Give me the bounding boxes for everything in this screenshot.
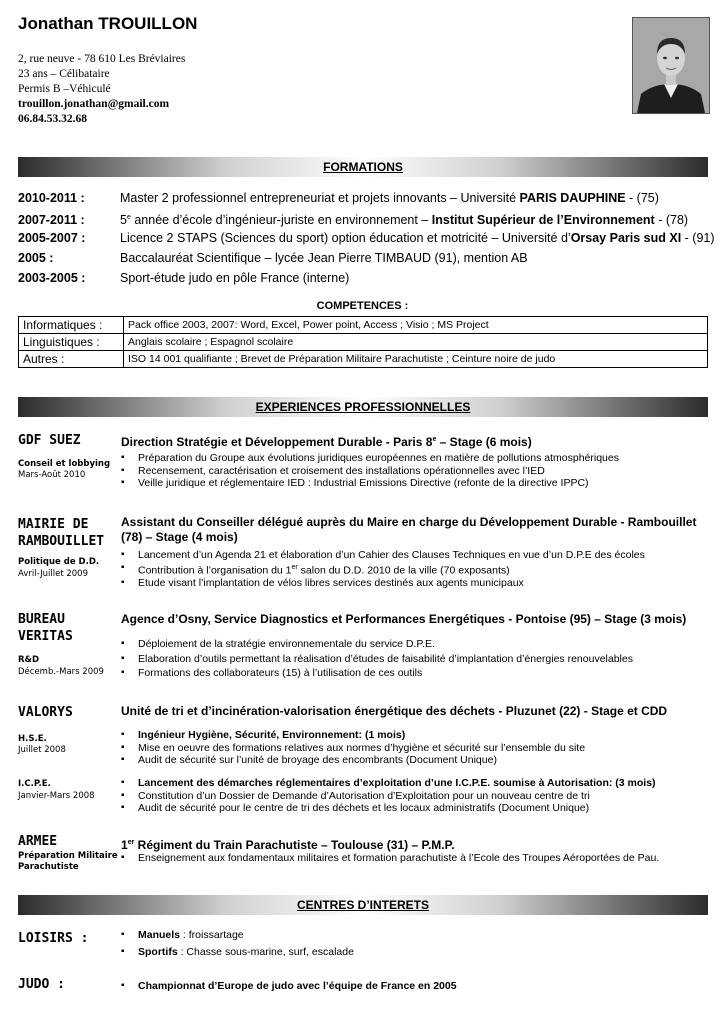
employer-gdf-suez: GDF SUEZ <box>18 433 81 448</box>
job-date: Juillet 2008 <box>18 745 66 755</box>
formation-text: Master 2 professionnel entrepreneuriat et projets innovants – Université <box>120 191 520 205</box>
job-bullets <box>121 852 711 865</box>
formation-year: 2010-2011 : <box>18 191 85 205</box>
list-item: ▪ Etude visant l’implantation de vélos libres services destinés aux agents municipaux <box>121 577 711 590</box>
superscript: e <box>126 214 131 221</box>
list-item: ▪ Enseignement aux fondamentaux militaires et formation parachutiste à l’Ecole des Troupes Aéroportées de Pau. <box>121 852 711 865</box>
job-date: Mars-Août 2010 <box>18 470 86 480</box>
formation-text: Licence 2 STAPS (Sciences du sport) option éducation et motricité – Université d’ <box>120 231 571 245</box>
job-role-line: Préparation Militaire <box>18 851 118 861</box>
employer-line: VERITAS <box>18 629 73 644</box>
age-status: 23 ans – Célibataire <box>18 68 110 80</box>
competence-value: ISO 14 001 qualifiante ; Brevet de Préparation Militaire Parachutiste ; Ceinture noire de judo <box>124 351 708 368</box>
employer-mairie <box>18 516 104 550</box>
job-role <box>18 851 118 873</box>
job-role-line: Parachutiste <box>18 862 79 872</box>
formation-row <box>18 248 528 268</box>
phone: 06.84.53.32.68 <box>18 113 87 125</box>
formation-school: Orsay Paris sud XI <box>570 231 682 245</box>
employer-line: MAIRIE DE <box>18 517 89 532</box>
candidate-name: Jonathan TROUILLON <box>18 14 198 33</box>
job-title: Assistant du Conseiller délégué auprès du Maire en charge du Développement Durable - Rambouillet (78) – Stage (4 mois) <box>121 515 697 544</box>
formation-row <box>18 228 715 248</box>
interest-category: Sportifs <box>138 945 178 958</box>
portrait-image <box>633 18 709 113</box>
formation-text: Sport-étude judo en pôle France (interne) <box>120 271 350 285</box>
job-role: I.C.P.E. <box>18 779 51 789</box>
interest-text: : Chasse sous-marine, surf, escalade <box>177 945 354 958</box>
formation-location: - (75) <box>625 191 659 205</box>
section-title: CENTRES D’INTERETS <box>296 898 429 912</box>
formation-text: Baccalauréat Scientifique – lycée Jean Pierre TIMBAUD (91), mention AB <box>120 251 528 265</box>
competences-title: COMPETENCES : <box>316 300 409 312</box>
job-date: Avril-Juillet 2009 <box>18 569 88 579</box>
employer-valorys: VALORYS <box>18 705 73 720</box>
email: trouillon.jonathan@gmail.com <box>18 98 170 110</box>
list-item-text: Contribution à l’organisation du 1 <box>138 564 292 576</box>
job-bullets <box>121 549 711 589</box>
interest-category: Manuels <box>138 929 181 941</box>
formation-text: année d’école d’ingénieur-juriste en environnement – <box>130 213 432 228</box>
table-row <box>19 334 708 351</box>
table-row <box>19 351 708 368</box>
list-item: ▪ Constitution d’un Dossier de Demande d’Autorisation d’Exploitation pour un nouveau centre de tri <box>121 790 711 803</box>
list-item: ▪ Championnat d’Europe de judo avec l’équipe de France en 2005 <box>121 980 711 993</box>
list-item: ▪ Audit de sécurité sur l’unité de broyage des encombrants (Document Unique) <box>121 754 711 767</box>
formation-row <box>18 188 659 208</box>
list-item-text: salon du D.D. 2010 de la ville (70 exposants) <box>297 564 510 576</box>
profile-photo <box>632 17 710 114</box>
formation-location: - (91) <box>681 231 715 245</box>
formation-year: 2007-2011 : <box>18 213 85 228</box>
list-item: ▪ Recensement, caractérisation et croisement des installations opérationnelles avec l’IED <box>121 465 711 478</box>
table-row <box>19 317 708 334</box>
superscript: er <box>291 563 298 571</box>
section-header-formations <box>18 157 708 177</box>
section-header-experiences <box>18 397 708 417</box>
list-item: ▪ Formations des collaborateurs (15) à l’utilisation de ces outils <box>121 667 711 680</box>
driving-permit: Permis B –Véhiculé <box>18 83 111 95</box>
job-role: Conseil et lobbying <box>18 459 111 469</box>
list-item: ▪ Mise en oeuvre des formations relatives aux normes d’hygiène et sécurité sur l’ensemble du site <box>121 742 711 755</box>
list-item: ▪ Déploiement de la stratégie environnementale du service D.P.E. <box>121 638 711 651</box>
interest-list <box>121 929 711 958</box>
job-role: Politique de D.D. <box>18 557 100 567</box>
list-item <box>121 562 711 577</box>
address: 2, rue neuve - 78 610 Les Bréviaires <box>18 53 186 65</box>
job-role: R&D <box>18 655 40 665</box>
section-title: EXPERIENCES PROFESSIONNELLES <box>255 400 471 414</box>
employer-armee: ARMEE <box>18 834 58 849</box>
formation-row <box>18 208 688 228</box>
job-bullets <box>121 452 711 490</box>
list-item <box>121 946 711 959</box>
list-item <box>121 929 711 942</box>
job-title: Unité de tri et d’incinération-valorisation énergétique des déchets - Pluzunet (22) - Stage et CDD <box>121 704 668 718</box>
interest-label-judo: JUDO : <box>18 977 65 992</box>
list-item: ▪ Préparation du Groupe aux évolutions juridiques européennes en matière de pollutions atmosphériques <box>121 452 711 465</box>
interest-text: : froissartage <box>180 929 244 941</box>
formation-year: 2005 : <box>18 251 54 265</box>
interest-label-loisirs: LOISIRS : <box>18 931 89 946</box>
list-item: ▪ Ingénieur Hygiène, Sécurité, Environnement: (1 mois) <box>121 729 711 742</box>
contact-block <box>18 52 185 127</box>
competence-label: Linguistiques : <box>19 334 124 351</box>
list-item: ▪ Veille juridique et réglementaire IED : Industrial Emissions Directive (refonte de la directive IPPC) <box>121 477 711 490</box>
job-bullets <box>121 638 711 680</box>
formation-location: - (78) <box>654 213 689 228</box>
superscript: er <box>127 839 135 846</box>
job-title <box>121 835 711 853</box>
formation-school: Institut Supérieur de l’Environnement <box>431 213 655 228</box>
job-date: Janvier-Mars 2008 <box>18 791 95 801</box>
job-title-text: – Stage (6 mois) <box>436 435 532 449</box>
formation-year: 2003-2005 : <box>18 271 86 285</box>
section-title: FORMATIONS <box>323 160 403 174</box>
job-title-text: 1 <box>121 838 128 852</box>
job-title-text: Direction Stratégie et Développement Durable - Paris 8 <box>121 435 433 449</box>
job-title <box>121 432 711 450</box>
section-header-interets <box>18 895 708 915</box>
job-date: Décemb.-Mars 2009 <box>18 667 104 677</box>
employer-bureau-veritas <box>18 611 73 645</box>
job-bullets <box>121 729 711 767</box>
list-item: ▪ Elaboration d’outils permettant la réalisation d’études de faisabilité d’implantation d’énergies renouvelables <box>121 653 711 666</box>
superscript: e <box>432 436 437 443</box>
job-bullets <box>121 777 711 815</box>
competence-value: Pack office 2003, 2007: Word, Excel, Power point, Access ; Visio ; MS Project <box>124 317 708 334</box>
job-title-text: Régiment du Train Parachutiste – Toulouse (31) – P.M.P. <box>134 838 455 852</box>
list-item: ▪ Audit de sécurité pour le centre de tri des déchets et les locaux administratifs (Document Unique) <box>121 802 711 815</box>
formation-text: 5 <box>120 213 127 228</box>
list-item: ▪ Lancement d’un Agenda 21 et élaboration d’un Cahier des Clauses Techniques en vue d’un D.P.E des écoles <box>121 549 711 562</box>
competences-table <box>18 316 708 368</box>
job-role: H.S.E. <box>18 734 47 744</box>
formation-school: PARIS DAUPHINE <box>519 191 626 205</box>
employer-line: RAMBOUILLET <box>18 534 105 549</box>
competence-label: Informatiques : <box>19 317 124 334</box>
formation-year: 2005-2007 : <box>18 231 86 245</box>
interest-list <box>121 980 711 993</box>
formation-row <box>18 268 349 288</box>
competence-value: Anglais scolaire ; Espagnol scolaire <box>124 334 708 351</box>
employer-line: BUREAU <box>18 612 65 627</box>
job-title: Agence d’Osny, Service Diagnostics et Performances Energétiques - Pontoise (95) – Stage (3 mois) <box>121 612 687 626</box>
competence-label: Autres : <box>19 351 124 368</box>
list-item: ▪ Lancement des démarches réglementaires d’exploitation d’une I.C.P.E. soumise à Autorisation: (3 mois) <box>121 777 711 790</box>
